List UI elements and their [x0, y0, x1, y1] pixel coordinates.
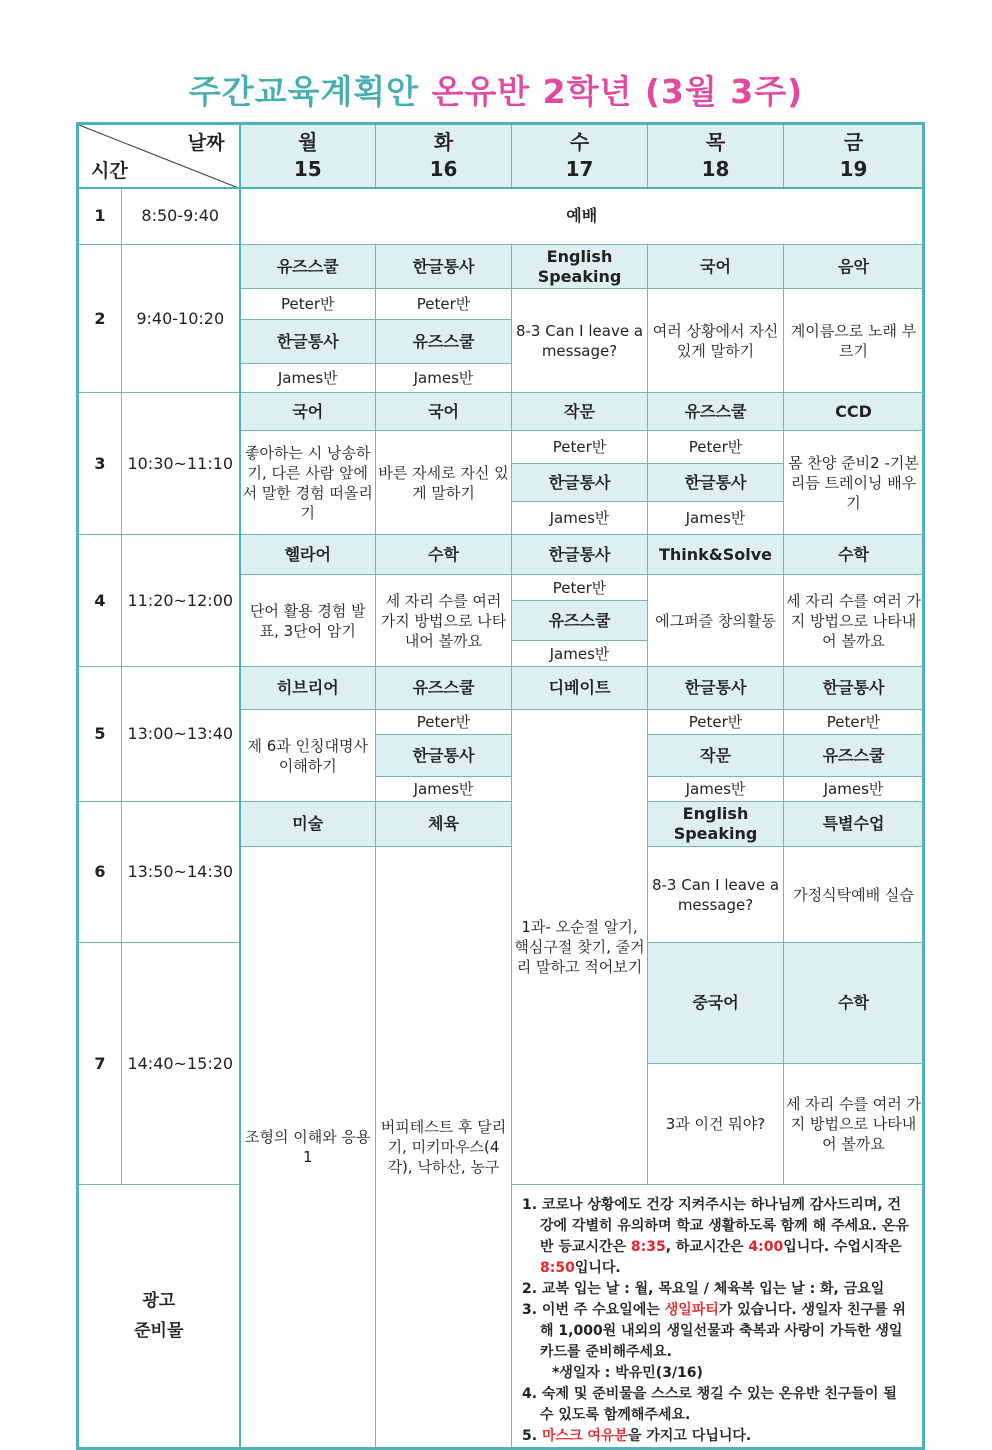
note-item-2: 2. 교복 입는 날 : 월, 목요일 / 체육복 입는 날 : 화, 금요일: [522, 1281, 885, 1297]
day-name: 금: [843, 129, 864, 154]
period-number: 3: [78, 393, 122, 535]
class-group: James반: [512, 502, 648, 535]
lesson-description: 버피테스트 후 달리기, 미키마우스(4각), 낙하산, 농구: [376, 847, 512, 1449]
class-group: James반: [648, 777, 784, 802]
class-group: Peter반: [784, 710, 924, 735]
title-week: 2학년 (3월 3주): [542, 72, 804, 111]
day-name: 월: [298, 129, 318, 154]
subject-cell: 작문: [512, 393, 648, 431]
period-time: 13:00~13:40: [122, 667, 240, 802]
day-date: 18: [701, 156, 730, 181]
subject-cell: 히브리어: [240, 667, 376, 710]
lesson-description: 가정식탁예배 실습: [784, 847, 924, 943]
note-item-5: 5. 마스크 여유분을 가지고 다닙니다.: [522, 1428, 752, 1444]
class-group: Peter반: [512, 431, 648, 464]
subject-cell: 국어: [376, 393, 512, 431]
mask-highlight: 마스크 여유분: [541, 1428, 628, 1444]
day-date: 16: [429, 156, 458, 181]
note-birthday: *생일자 : 박유민(3/16): [552, 1365, 703, 1381]
period-number: 7: [78, 943, 122, 1185]
notes-label-cell: [78, 1185, 240, 1449]
class-group: James반: [240, 364, 376, 393]
period-number: 1: [78, 188, 122, 245]
day-name: 수: [569, 129, 590, 154]
subject-cell: 국어: [240, 393, 376, 431]
note-item-4: 4. 숙제 및 준비물을 스스로 챙길 수 있는 온유반 친구들이 될 수 있도록 함께해주세요.: [522, 1386, 897, 1423]
class-start-time: 8:50: [540, 1260, 575, 1276]
subject-cell: 특별수업: [784, 802, 924, 847]
subject-cell: 수학: [376, 535, 512, 575]
day-header-mon: [240, 124, 376, 188]
subject-cell: 음악: [784, 245, 924, 289]
subject-cell: English Speaking: [648, 802, 784, 847]
day-name: 목: [705, 129, 726, 154]
period-time: 9:40-10:20: [122, 245, 240, 393]
subject-cell: 한글통사: [648, 464, 784, 502]
day-header-fri: [784, 124, 924, 188]
subject-cell: 유즈스쿨: [240, 245, 376, 289]
subject-cell: 유즈스쿨: [512, 601, 648, 641]
class-group: Peter반: [240, 289, 376, 320]
lesson-description: 제 6과 인칭대명사 이해하기: [240, 710, 376, 802]
day-name: 화: [433, 129, 454, 154]
day-header-wed: [512, 124, 648, 188]
subject-cell: 유즈스쿨: [784, 735, 924, 777]
subject-cell: CCD: [784, 393, 924, 431]
class-group: James반: [376, 364, 512, 393]
class-group: Peter반: [648, 431, 784, 464]
lesson-description: 8-3 Can I leave a message?: [512, 289, 648, 393]
lesson-description: 좋아하는 시 낭송하기, 다른 사람 앞에서 말한 경험 떠올리기: [240, 431, 376, 535]
note-item-3: 3. 이번 주 수요일에는 생일파티가 있습니다. 생일자 친구를 위해 1,000원 내외의 생일선물과 축복과 사랑이 가득한 생일카드를 준비해주세요.: [522, 1302, 906, 1360]
day-date: 19: [839, 156, 868, 181]
class-group: Peter반: [512, 575, 648, 601]
arrival-time: 8:35: [630, 1239, 666, 1255]
notes-label-announcement: 광고: [142, 1291, 176, 1311]
birthday-party-highlight: 생일파티: [664, 1302, 719, 1318]
lesson-description: 에그퍼즐 창의활동: [648, 575, 784, 667]
weekly-schedule-table: [76, 122, 925, 1450]
period-time: 10:30~11:10: [122, 393, 240, 535]
subject-cell: 헬라어: [240, 535, 376, 575]
notes-label-supplies: 준비물: [134, 1321, 184, 1341]
lesson-description: 3과 이건 뭐야?: [648, 1064, 784, 1185]
day-date: 15: [293, 156, 322, 181]
period-number: 6: [78, 802, 122, 943]
subject-cell: 체육: [376, 802, 512, 847]
subject-cell: English Speaking: [512, 245, 648, 289]
note-item-1: 1. 코로나 상황에도 건강 지켜주시는 하나님께 감사드리며, 건강에 각별히 유의하며 학교 생활하도록 함께 해 주세요. 온유반 등교시간은 8:35, 하교시간은 4:00입니다. 수업시작은 8:50입니다.: [522, 1197, 909, 1276]
subject-cell: 한글통사: [512, 535, 648, 575]
lesson-description: 세 자리 수를 여러 가지 방법으로 나타내어 볼까요: [784, 1064, 924, 1185]
period-number: 2: [78, 245, 122, 393]
class-group: James반: [376, 777, 512, 802]
subject-cell: 유즈스쿨: [376, 667, 512, 710]
class-group: James반: [784, 777, 924, 802]
period-time: 11:20~12:00: [122, 535, 240, 667]
lesson-description: 1과- 오순절 알기, 핵심구절 찾기, 줄거리 말하고 적어보기: [512, 710, 648, 1185]
subject-cell: 한글통사: [376, 245, 512, 289]
dismissal-time: 4:00: [748, 1239, 784, 1255]
lesson-description: 세 자리 수를 여러 가지 방법으로 나타내어 볼까요: [376, 575, 512, 667]
subject-cell: 한글통사: [784, 667, 924, 710]
day-header-tue: [376, 124, 512, 188]
class-group: Peter반: [376, 710, 512, 735]
day-header-thu: [648, 124, 784, 188]
lesson-description: 여러 상황에서 자신 있게 말하기: [648, 289, 784, 393]
class-group: James반: [648, 502, 784, 535]
period-time: 13:50~14:30: [122, 802, 240, 943]
period-number: 5: [78, 667, 122, 802]
lesson-description: 단어 활용 경험 발표, 3단어 암기: [240, 575, 376, 667]
title-class: 온유반: [431, 72, 531, 111]
subject-cell: 미술: [240, 802, 376, 847]
subject-cell: 유즈스쿨: [376, 320, 512, 364]
corner-cell: [78, 124, 240, 188]
subject-cell: 수학: [784, 535, 924, 575]
subject-cell: 한글통사: [240, 320, 376, 364]
lesson-description: 세 자리 수를 여러 가지 방법으로 나타내어 볼까요: [784, 575, 924, 667]
title-main: 주간교육계획안: [188, 72, 419, 111]
subject-cell: 한글통사: [648, 667, 784, 710]
class-group: James반: [512, 641, 648, 667]
period-number: 4: [78, 535, 122, 667]
corner-date-label: 날짜: [187, 132, 225, 154]
class-group: Peter반: [648, 710, 784, 735]
lesson-description: 계이름으로 노래 부르기: [784, 289, 924, 393]
lesson-description: 8-3 Can I leave a message?: [648, 847, 784, 943]
subject-cell: 수학: [784, 943, 924, 1064]
subject-cell: 유즈스쿨: [648, 393, 784, 431]
lesson-description: 몸 찬양 준비2 -기본 리듬 트레이닝 배우기: [784, 431, 924, 535]
subject-cell: 중국어: [648, 943, 784, 1064]
subject-cell: Think&Solve: [648, 535, 784, 575]
subject-cell: 디베이트: [512, 667, 648, 710]
period-time: 8:50-9:40: [122, 188, 240, 245]
class-group: Peter반: [376, 289, 512, 320]
subject-cell: 작문: [648, 735, 784, 777]
subject-cell: 한글통사: [512, 464, 648, 502]
corner-time-label: 시간: [91, 159, 128, 182]
subject-worship: 예배: [240, 188, 924, 245]
lesson-description: 바른 자세로 자신 있게 말하기: [376, 431, 512, 535]
notes-content: [512, 1185, 924, 1449]
page-title: [0, 66, 992, 113]
subject-cell: 한글통사: [376, 735, 512, 777]
subject-cell: 국어: [648, 245, 784, 289]
period-time: 14:40~15:20: [122, 943, 240, 1185]
day-date: 17: [565, 156, 594, 181]
lesson-description: 조형의 이해와 응용1: [240, 847, 376, 1449]
